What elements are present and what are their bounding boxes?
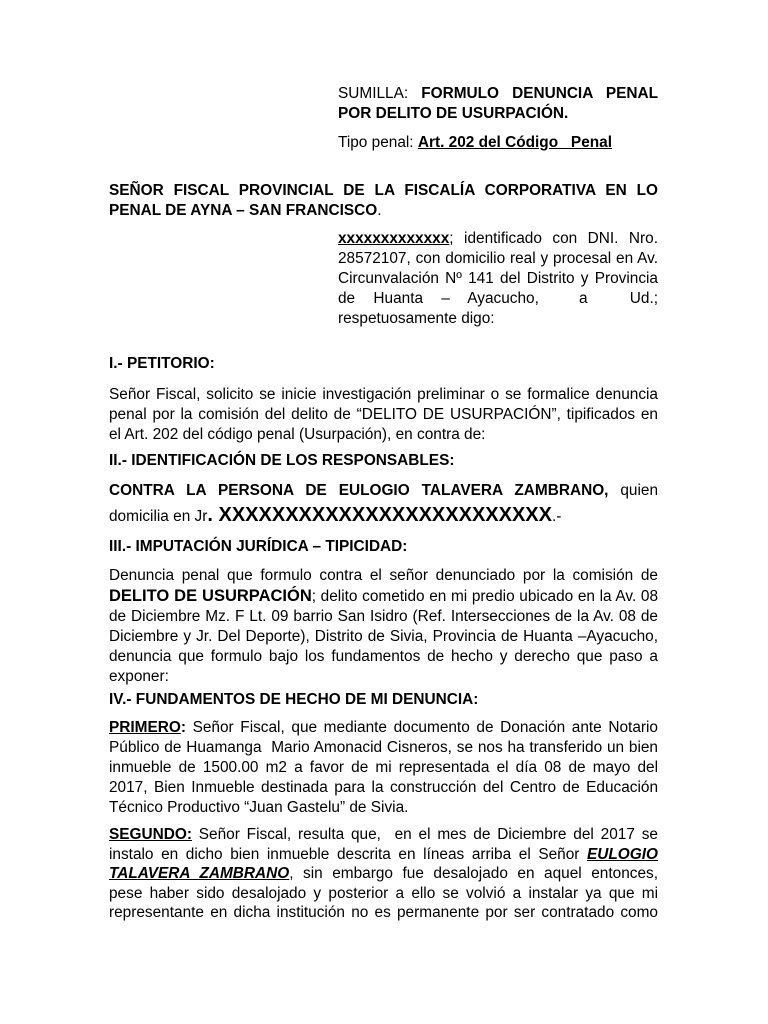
sumilla-label: SUMILLA:	[338, 85, 422, 102]
sumilla-line1: FORMULO DENUNCIA PENAL	[421, 85, 658, 102]
section-petitorio-body: Señor Fiscal, solicito se inicie investigación preliminar o se formalice denuncia penal por la comisión del delito de “DELITO DE USURPACIÓN”, tipificados en el Art. 202 del código penal (Usurpación), en contra de:	[109, 386, 658, 443]
tipo-penal	[338, 133, 658, 153]
sumilla-block	[338, 84, 658, 124]
primero-label: PRIMERO	[109, 719, 181, 736]
addressee: SEÑOR FISCAL PROVINCIAL DE LA FISCALÍA CORPORATIVA EN LO PENAL DE AYNA – SAN FRANCISCO.	[109, 182, 658, 219]
intro-block: xxxxxxxxxxxxx; identificado con DNI. Nro. 28572107, con domicilio real y procesal en Av. Circunvalación Nº 141 del Distrito y Provincia de Huanta – Ayacucho, a Ud.; respetuosamente digo:	[338, 230, 658, 327]
section-responsables-title: II.- IDENTIFICACIÓN DE LOS RESPONSABLES:	[109, 452, 455, 469]
tipo-penal-label: Tipo penal:	[338, 134, 418, 151]
section-imputacion-title: III.- IMPUTACIÓN JURÍDICA – TIPICIDAD:	[109, 538, 408, 555]
paragraph-primero: PRIMERO: Señor Fiscal, que mediante documento de Donación ante Notario Público de Huamanga Mario Amonacid Cisneros, se nos ha transferido un bien inmueble de 1500.00 m2 a favor de mi representada el día 08 de mayo del 2017, Bien Inmueble destinada para la construcción del Centro de Educación Técnico Productivo “Juan Gastelu” de Sivia.	[109, 719, 658, 816]
segundo-label: SEGUNDO:	[109, 826, 192, 843]
accused-name: CONTRA LA PERSONA DE EULOGIO TALAVERA ZAMBRANO,	[109, 482, 609, 499]
accused-address: . XXXXXXXXXXXXXXXXXXXXXXXXX	[207, 504, 552, 526]
complainant-name: xxxxxxxxxxxxx	[338, 230, 450, 247]
section-petitorio-title: I.- PETITORIO:	[109, 355, 215, 372]
addressee-line2: PENAL DE AYNA – SAN FRANCISCO	[109, 202, 378, 219]
tipo-penal-value: Art. 202 del Código Penal	[417, 134, 612, 151]
addressee-line1: SEÑOR FISCAL PROVINCIAL DE LA FISCALÍA CORPORATIVA EN LO	[109, 182, 658, 199]
section-imputacion-body: Denuncia penal que formulo contra el señor denunciado por la comisión de DELITO DE USURPACIÓN; delito cometido en mi predio ubicado en la Av. 08 de Diciembre Mz. F Lt. 09 barrio San Isidro (Ref. Intersecciones de la Av. 08 de Diciembre y Jr. Del Deporte), Distrito de Sivia, Provincia de Huanta –Ayacucho, denuncia que formulo bajo los fundamentos de hecho y derecho que paso a exponer:	[109, 567, 659, 685]
sumilla-line2: POR DELITO DE USURPACIÓN.	[338, 105, 569, 122]
paragraph-segundo: SEGUNDO: Señor Fiscal, resulta que, en el mes de Diciembre del 2017 se instalo en dicho bien inmueble descrita en líneas arriba el Señor EULOGIO TALAVERA ZAMBRANO, sin embargo fue desalojado en aquel entonces, pese haber sido desalojado y posterior a ello se volvió a instalar ya que mi representante en dicha institución no es permanente por ser contratado como	[109, 826, 658, 921]
section-responsables-body: CONTRA LA PERSONA DE EULOGIO TALAVERA ZAMBRANO, quien domicilia en Jr. XXXXXXXXXXXXXXXXXXXXXXXXX.-	[109, 482, 659, 526]
section-fundamentos-title: IV.- FUNDAMENTOS DE HECHO DE MI DENUNCIA:	[109, 691, 479, 708]
